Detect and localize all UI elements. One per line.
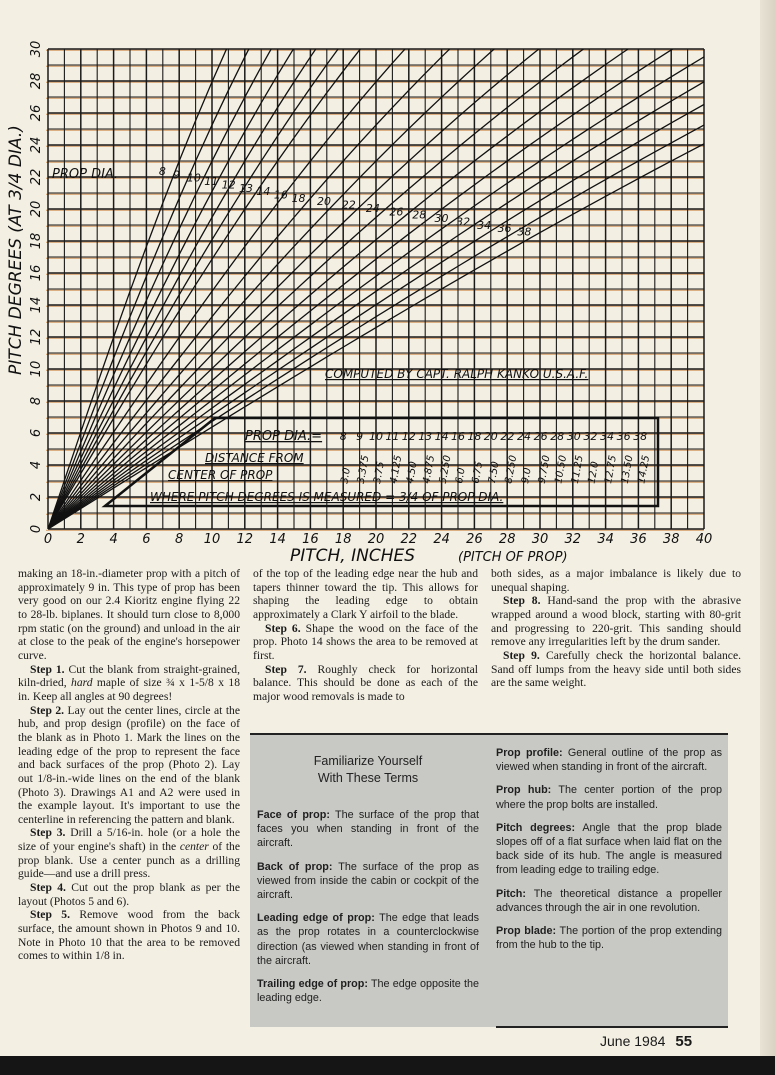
table-diameter: 13 [418, 430, 433, 443]
page-number: 55 [675, 1033, 693, 1050]
step-label: Step 2. [30, 703, 65, 717]
step-paragraph [491, 594, 741, 649]
table-distance: 6.0 [454, 466, 468, 485]
table-distance: 3.75 [372, 460, 387, 485]
x-tick-label: 4 [109, 532, 118, 547]
scan-border [0, 1056, 775, 1075]
dia-label: 20 [316, 195, 331, 209]
x-axis-note: (PITCH OF PROP) [458, 550, 568, 565]
y-tick-label: 22 [29, 168, 44, 186]
glossary-term [496, 821, 722, 878]
step-paragraph [18, 881, 240, 908]
step-label: Step 8. [503, 594, 541, 608]
paragraph-text: Shape the wood on the face of the prop. Photo 14 shows the area to be removed at first. [253, 621, 479, 662]
term: Pitch: [496, 887, 526, 900]
table-distance: 10.50 [553, 454, 570, 485]
y-axis-label: PITCH DEGREES (AT 3/4 DIA.) [6, 125, 26, 375]
term: Back of prop: [257, 860, 333, 873]
table-distance: 8.250 [503, 454, 520, 485]
step-label: Step 4. [30, 881, 66, 895]
table-distance: 12.75 [603, 454, 619, 485]
definition: The surface of the prop that faces you when standing in front of the aircraft. [257, 809, 479, 850]
definition: Angle that the prop blade slopes off of a flat surface when laid flat on the back side of its hub. The angle is measured from leading edge to trailing edge. [496, 821, 723, 877]
table-diameter: 18 [467, 430, 482, 443]
table-distance: 4.50 [404, 460, 420, 485]
x-tick-label: 34 [597, 532, 614, 547]
glossary-term [496, 746, 722, 774]
step-label: Step 1. [30, 662, 65, 676]
definition: The portion of the prop extending from the hub to the tip. [496, 925, 723, 952]
paragraph-text: of the prop blank. Use a center punch as a drilling guide—and use a drill press. [18, 840, 240, 881]
table-diameter: 26 [533, 430, 548, 443]
dia-label: 13 [239, 181, 254, 195]
glossary-term [496, 887, 722, 915]
paragraph-text: making an 18-in.-diameter prop with a pitch of approximately 9 in. This type of prop has been very good on our 2.4 Kioritz engine flying 22 to 28-lb. biplanes. It should turn close to 8,000 rpm static (on the ground) and unload in the air at close to the peak of the engine's horsepower curve. [18, 567, 240, 662]
x-tick-label: 12 [236, 532, 254, 547]
x-tick-label: 14 [269, 532, 286, 547]
table-distance: 4.875 [421, 454, 438, 485]
table-diameter: 10 [369, 430, 383, 443]
paragraph-text: Remove wood from the back surface, the amount shown in Photos 9 and 10. Note in Photo 10 that the area to be removed comes to within 1/8 in. [18, 908, 240, 963]
x-tick-label: 38 [662, 532, 680, 547]
x-tick-label: 6 [142, 532, 151, 547]
term: Trailing edge of prop: [257, 978, 368, 991]
step-label: Step 9. [503, 648, 540, 662]
x-tick-label: 22 [400, 532, 418, 547]
glossary-term [496, 924, 722, 952]
x-tick-label: 0 [43, 532, 53, 547]
table-dist-label-1: DISTANCE FROM [205, 451, 304, 465]
paragraph-text: both sides, as a major imbalance is likely due to unequal shaping. [491, 567, 741, 594]
y-tick-label: 26 [29, 104, 44, 122]
divider [496, 1026, 728, 1028]
table-diameter: 28 [550, 430, 565, 443]
step-label: Step 7. [265, 662, 307, 676]
dia-label: 36 [497, 222, 512, 236]
y-tick-label: 24 [29, 136, 44, 154]
paragraph [491, 567, 741, 594]
term: Pitch degrees: [496, 821, 576, 834]
table-dia-label: PROP DIA.= [245, 429, 323, 444]
article-column-3 [491, 567, 741, 690]
table-diameter: 36 [616, 430, 631, 443]
table-dist-label-2: CENTER OF PROP [168, 468, 273, 482]
definition: The edge that leads as the prop rotates in a counterclockwise direction (as viewed when standing in front of the aircraft. [257, 912, 479, 967]
x-tick-label: 10 [203, 532, 221, 547]
glossary-title: Familiarize Yourself With These Terms [313, 754, 423, 785]
step-label: Step 3. [30, 826, 66, 840]
paragraph-text: Drill a 5/16-in. hole (or a hole the size of your engine's shaft) in the [18, 826, 240, 854]
dia-label: 8 [158, 165, 166, 178]
step-paragraph [491, 649, 741, 690]
x-tick-label: 30 [531, 532, 549, 547]
page-footer [600, 1033, 692, 1050]
step-label: Step 6. [265, 621, 301, 635]
y-tick-label: 8 [29, 396, 44, 406]
article-column-1 [18, 567, 240, 963]
x-tick-label: 40 [695, 532, 713, 547]
paragraph-text: Carefully check the horizontal balance. Sand off lumps from the heavy side until both sides are the same weight. [491, 648, 741, 690]
x-tick-label: 16 [302, 532, 319, 547]
credit-label: COMPUTED BY CAPT. RALPH KANKO U.S.A.F. [325, 367, 589, 381]
dia-label: 26 [389, 205, 404, 219]
table-distance: 9.0 [520, 466, 534, 485]
term: Prop hub: [496, 784, 552, 797]
dia-label: 24 [365, 201, 380, 215]
y-tick-label: 6 [29, 428, 44, 438]
dia-label: 14 [256, 185, 271, 199]
paragraph-text: Hand-sand the prop with the abrasive wrapped around a wood block, starting with 80-grit and progressing to 220-grit. This sanding should remove any irregularities left by the drum sander. [491, 594, 742, 649]
emphasis: center [179, 840, 209, 854]
term: Prop profile: [496, 747, 563, 759]
article-column-2 [253, 567, 478, 704]
x-axis-label: PITCH, INCHES [290, 546, 416, 565]
dia-label: 10 [186, 171, 201, 185]
y-tick-label: 30 [29, 40, 44, 58]
paragraph [18, 567, 240, 663]
table-diameter: 22 [500, 430, 515, 443]
y-tick-label: 10 [29, 360, 44, 378]
dia-label: 38 [517, 225, 532, 239]
glossary-term [257, 977, 479, 1005]
issue-date: June 1984 [600, 1033, 666, 1049]
paragraph-text: maple of size ¾ x 1-5/8 x 18 in. Keep all angles at 90 degrees! [18, 676, 240, 703]
y-tick-label: 0 [29, 524, 44, 534]
dia-label: 12 [221, 178, 236, 192]
x-tick-label: 28 [498, 532, 516, 547]
step-paragraph [253, 663, 478, 704]
table-diameter: 12 [401, 430, 416, 443]
glossary-right [496, 735, 722, 961]
table-diameter: 24 [517, 430, 531, 443]
x-tick-label: 24 [433, 532, 450, 547]
step-paragraph [18, 663, 240, 704]
prop-dia-title: PROP DIA. [52, 167, 119, 182]
y-tick-label: 2 [29, 492, 44, 502]
table-distance: 12.0 [586, 460, 602, 485]
y-tick-label: 28 [29, 72, 44, 90]
table-diameter: 8 [339, 430, 347, 443]
x-tick-label: 36 [630, 532, 647, 547]
table-diameter: 9 [356, 430, 364, 443]
glossary-right-list [496, 746, 722, 952]
dia-label: 28 [412, 208, 427, 222]
dia-label: 9 [173, 168, 181, 182]
paragraph-text: Cut out the prop blank as per the layout (Photos 5 and 6). [18, 881, 240, 908]
table-distance: 3.0 [339, 466, 353, 485]
y-tick-label: 4 [29, 460, 44, 470]
y-tick-label: 12 [29, 328, 44, 346]
dia-label: 32 [456, 215, 471, 229]
y-tick-label: 18 [29, 232, 44, 250]
step-paragraph [253, 622, 478, 663]
table-distance: 13.50 [619, 454, 636, 485]
glossary-left [257, 735, 479, 1014]
term: Leading edge of prop: [257, 912, 375, 925]
paragraph-text: Cut the blank from straight-grained, kiln-dried, [18, 662, 240, 690]
y-tick-label: 14 [29, 296, 44, 314]
table-distance: 4.125 [388, 454, 405, 485]
glossary-box [250, 733, 728, 1027]
table-distance: 9.750 [536, 454, 553, 485]
table-diameter: 16 [451, 430, 465, 443]
x-tick-label: 8 [175, 532, 184, 547]
term: Face of prop: [257, 809, 330, 821]
glossary-term [257, 808, 479, 851]
paragraph [253, 567, 478, 622]
step-paragraph [18, 908, 240, 963]
table-diameter: 32 [583, 430, 598, 443]
definition: The surface of the prop as viewed from inside the cabin or cockpit of the aircraft. [257, 860, 479, 902]
table-distance: 5.250 [437, 454, 454, 485]
table-diameter: 11 [385, 430, 400, 443]
definition: The edge opposite the leading edge. [257, 978, 479, 1005]
paragraph-text: Lay out the center lines, circle at the hub, and prop design (profile) on the face of the blank as in Photo 1. Mark the lines on the leading edge of the prop to represent the face and back surfaces of the prop (Photo 2). Lay out 1/8-in.-wide lines on the end of the blank (Photo 3). Drawings A1 and A2 were used in the example layout. It's important to use the centerline in referencing the pattern and blank. [18, 703, 240, 826]
table-distance: 6.75 [470, 460, 486, 485]
x-tick-label: 26 [466, 532, 483, 547]
emphasis: hard [71, 676, 93, 690]
table-footnote: WHERE PITCH DEGREES IS MEASURED = 3/4 OF PROP DIA. [150, 490, 504, 504]
table-distance: 14.25 [636, 454, 653, 485]
glossary-left-list [257, 808, 479, 1005]
x-tick-label: 2 [76, 532, 85, 547]
table-diameter: 30 [566, 430, 581, 443]
definition: The center portion of the prop where the prop bolts are installed. [496, 784, 722, 811]
table-distance: 3.375 [355, 454, 372, 485]
x-tick-label: 32 [564, 532, 582, 547]
table-diameter: 34 [600, 430, 614, 443]
glossary-term [496, 783, 722, 811]
dia-label: 18 [291, 191, 306, 205]
definition: The theoretical distance a propeller advances through the air in one revolution. [496, 887, 722, 914]
dia-label: 22 [341, 198, 356, 212]
table-diameter: 38 [633, 430, 648, 443]
y-tick-label: 20 [29, 200, 44, 218]
glossary-term [257, 860, 479, 903]
paragraph-text: Roughly check for horizontal balance. This should be done as each of the major wood removals is made to [253, 662, 478, 703]
table-diameter: 20 [483, 430, 498, 443]
x-tick-label: 20 [367, 532, 385, 547]
dia-label: 30 [434, 212, 449, 226]
paragraph-text: of the top of the leading edge near the hub and tapers thinner toward the tip. This allows for shaping the leading edge to obtain approximately a Clark Y airfoil to the blade. [253, 567, 478, 621]
glossary-term [257, 911, 479, 968]
x-tick-label: 18 [334, 532, 352, 547]
table-distance: 11.25 [569, 454, 586, 485]
dia-label: 16 [273, 188, 288, 202]
table-distance: 7.50 [486, 460, 502, 485]
term: Prop blade: [496, 925, 557, 938]
dia-label: 11 [204, 175, 219, 189]
y-tick-label: 16 [29, 264, 44, 282]
dia-label: 34 [477, 218, 492, 232]
step-paragraph [18, 704, 240, 827]
definition: General outline of the prop as viewed when standing in front of the aircraft. [496, 747, 722, 774]
step-paragraph [18, 826, 240, 881]
step-label: Step 5. [30, 908, 70, 922]
table-diameter: 14 [434, 430, 449, 443]
